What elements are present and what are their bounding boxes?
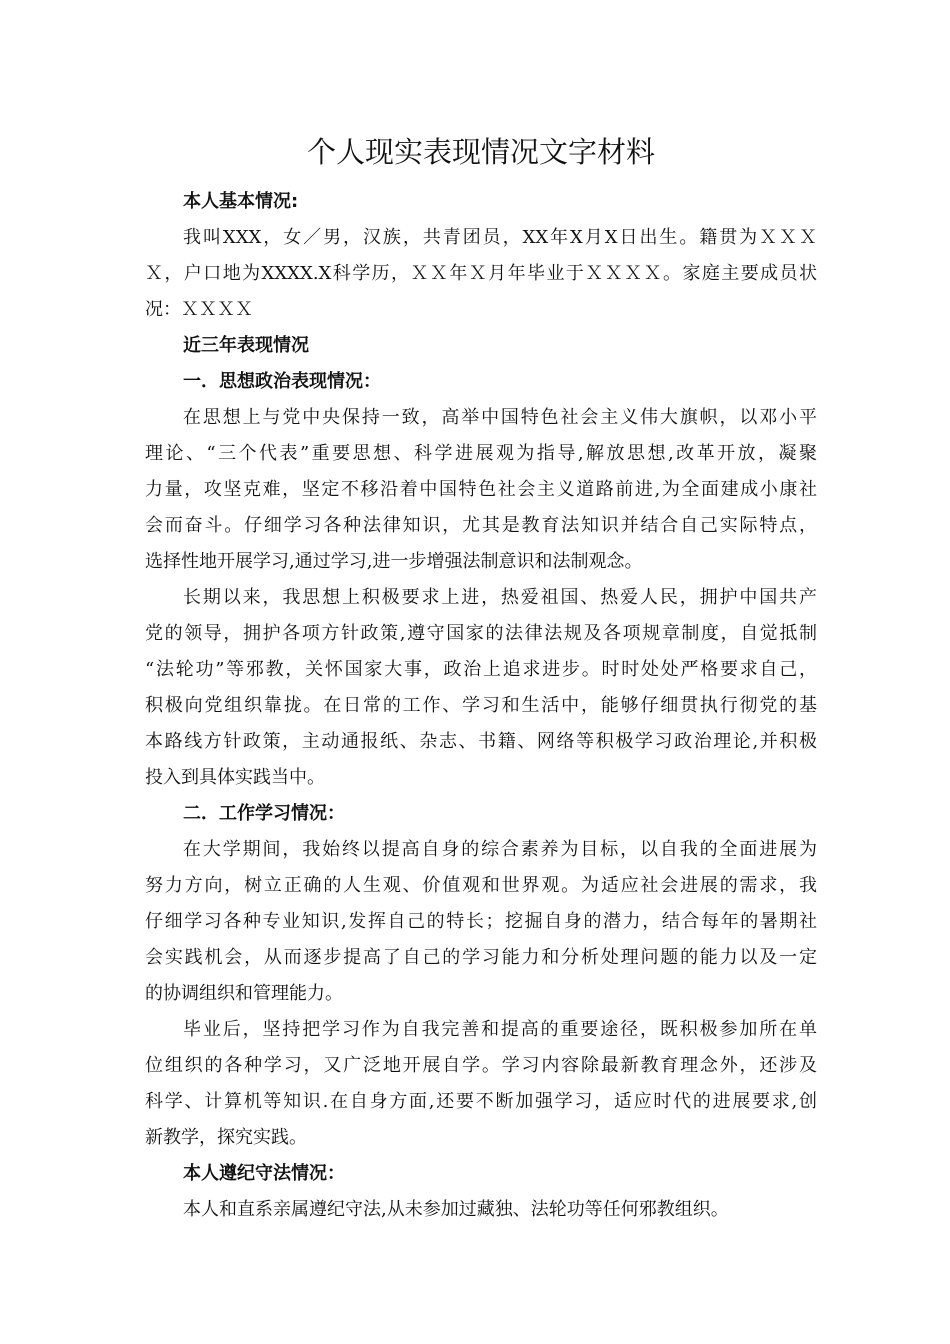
paragraph-line: 理论、“三个代表”重要思想、科学进展观为指导,解放思想,改革开放，凝聚 [145,443,817,464]
section-heading-law-abiding: 本人遵纪守法情况： [183,1163,345,1184]
section-heading-recent-performance: 近三年表现情况 [183,335,309,356]
paragraph-line: 会而奋斗。仔细学习各种法律知识，尤其是教育法知识并结合自己实际特点， [145,515,817,536]
paragraph [145,832,817,1012]
paragraph-line: 位组织的各种学习，又广泛地开展自学。学习内容除最新教育理念外，还涉及 [145,1055,817,1076]
section-heading-political: 一．思想政治表现情况： [183,371,381,392]
paragraph [145,220,817,328]
paragraph-line: 党的领导，拥护各项方针政策,遵守国家的法律法规及各项规章制度，自觉抵制 [145,623,817,644]
paragraph [145,400,817,580]
paragraph-line: 投入到具体实践当中。 [145,767,325,788]
paragraph-line: 力量，攻坚克难，坚定不移沿着中国特色社会主义道路前进,为全面建成小康社 [145,479,817,500]
paragraph-line: 本路线方针政策，主动通报纸、杂志、书籍、网络等积极学习政治理论,并积极 [145,731,817,752]
paragraph-line: 的协调组织和管理能力。 [145,983,343,1004]
section-heading-basic-info: 本人基本情况: [183,191,299,212]
paragraph-line: 积极向党组织靠拢。在日常的工作、学习和生活中，能够仔细贯执行彻党的基 [145,695,817,716]
document-body [145,132,817,1228]
paragraph-line: 选择性地开展学习,通过学习,进一步增强法制意识和法制观念。 [145,551,643,572]
paragraph [145,1192,817,1228]
paragraph-line: Ｘ，户口地为XXXX.X科学历，ＸＸ年Ｘ月年毕业于ＸＸＸＸ。家庭主要成员状 [145,263,817,284]
paragraph-line: 况：ＸＸＸＸ [145,299,253,320]
paragraph-line: 在思想上与党中央保持一致，高举中国特色社会主义伟大旗帜，以邓小平 [183,407,817,428]
paragraph-line: 在大学期间，我始终以提高自身的综合素养为目标，以自我的全面进展为 [183,839,817,860]
paragraph-line: 仔细学习各种专业知识,发挥自己的特长；挖掘自身的潜力，结合每年的暑期社 [145,911,817,932]
paragraph-line: “法轮功”等邪教，关怀国家大事，政治上追求进步。时时处处严格要求自己， [145,659,817,680]
document-title: 个人现实表现情况文字材料 [306,135,655,169]
paragraph [145,580,817,796]
section-heading-work-study: 二．工作学习情况： [183,803,345,824]
paragraph-line: 长期以来，我思想上积极要求上进，热爱祖国、热爱人民，拥护中国共产 [183,587,817,608]
paragraph-line: 科学、计算机等知识.在自身方面,还要不断加强学习，适应时代的进展要求,创 [145,1091,817,1112]
paragraph-line: 本人和直系亲属遵纪守法,从未参加过藏独、法轮功等任何邪教组织。 [183,1199,729,1220]
paragraph [145,1012,817,1156]
paragraph-line: 努力方向，树立正确的人生观、价值观和世界观。为适应社会进展的需求，我 [145,875,817,896]
paragraph-line: 毕业后，坚持把学习作为自我完善和提高的重要途径，既积极参加所在单 [183,1019,817,1040]
paragraph-line: 新教学，探究实践。 [145,1127,307,1148]
paragraph-line: 会实践机会，从而逐步提高了自己的学习能力和分析处理问题的能力以及一定 [145,947,817,968]
paragraph-line: 我叫XXX，女／男，汉族，共青团员，XX年X月X日出生。籍贯为ＸＸＸ [183,227,817,248]
